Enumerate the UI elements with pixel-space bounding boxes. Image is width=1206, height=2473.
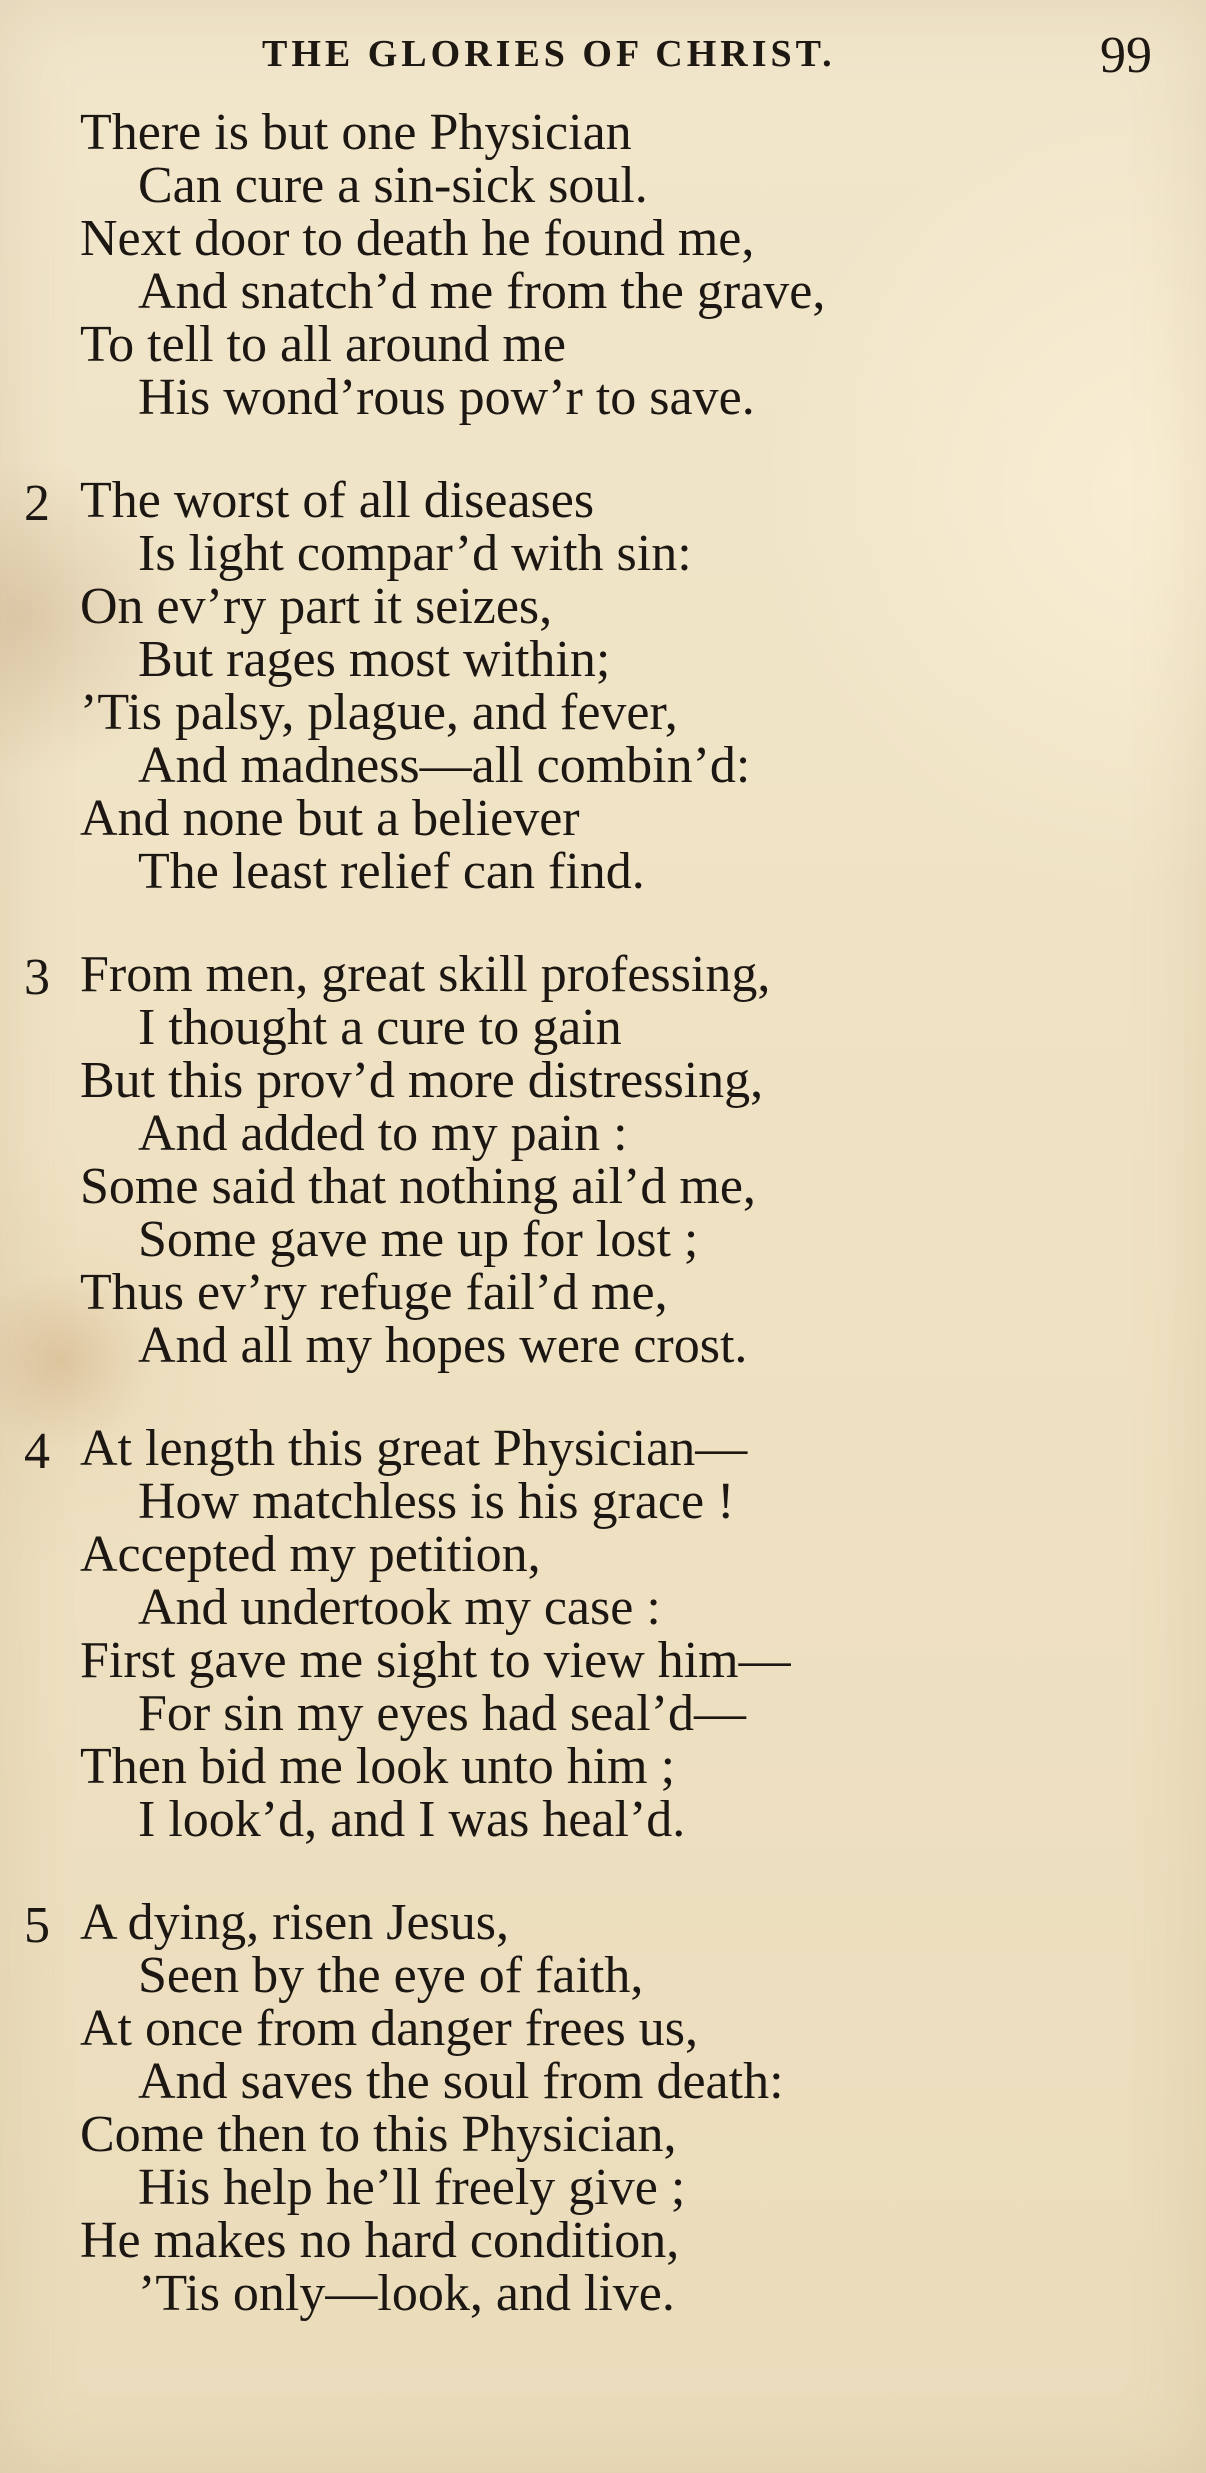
- verse-line: Some said that nothing ail’d me,: [80, 1158, 756, 1215]
- verse-line: How matchless is his grace !: [138, 1473, 735, 1530]
- verse-line: There is but one Physician: [80, 104, 632, 161]
- running-head: [0, 28, 1206, 88]
- hymn-text: [0, 106, 1206, 2370]
- verse-line: But this prov’d more distressing,: [80, 1052, 764, 1109]
- verse-number: 3: [24, 949, 50, 1006]
- verse-line: Thus ev’ry refuge fail’d me,: [80, 1264, 668, 1321]
- page-number: 99: [1100, 27, 1152, 84]
- verse-number: 5: [24, 1897, 50, 1954]
- verse-line: Seen by the eye of faith,: [138, 1947, 644, 2004]
- verse-line: Then bid me look unto him ;: [80, 1738, 676, 1795]
- verse-line: And madness—all combin’d:: [138, 737, 751, 794]
- verse-number: 4: [24, 1423, 50, 1480]
- verse-line: Is light compar’d with sin:: [138, 525, 692, 582]
- verse-line: The worst of all diseases: [80, 472, 595, 529]
- verse-line: I look’d, and I was heal’d.: [138, 1791, 686, 1848]
- verse-line: From men, great skill professing,: [80, 946, 771, 1003]
- verse-line: And saves the soul from death:: [138, 2053, 784, 2110]
- verse-line: On ev’ry part it seizes,: [80, 578, 553, 635]
- verse-4: [0, 1422, 1206, 1846]
- verse-line: His wond’rous pow’r to save.: [138, 369, 755, 426]
- verse-line: At length this great Physician—: [80, 1420, 748, 1477]
- verse-line: Can cure a sin-sick soul.: [138, 157, 648, 214]
- page-header-title: THE GLORIES OF CHRIST.: [262, 33, 836, 75]
- verse-1: [0, 106, 1206, 424]
- verse-line: And snatch’d me from the grave,: [138, 263, 826, 320]
- verse-line: He makes no hard condition,: [80, 2212, 680, 2269]
- verse-line: At once from danger frees us,: [80, 2000, 698, 2057]
- verse-line: Accepted my petition,: [80, 1526, 541, 1583]
- verse-3: [0, 948, 1206, 1372]
- verse-line: The least relief can find.: [138, 843, 645, 900]
- verse-line: Some gave me up for lost ;: [138, 1211, 699, 1268]
- verse-5: [0, 1896, 1206, 2320]
- verse-line: His help he’ll freely give ;: [138, 2159, 686, 2216]
- verse-line: For sin my eyes had seal’d—: [138, 1685, 747, 1742]
- verse-line: And added to my pain :: [138, 1105, 628, 1162]
- verse-line: But rages most within;: [138, 631, 611, 688]
- verse-2: [0, 474, 1206, 898]
- verse-line: Next door to death he found me,: [80, 210, 755, 267]
- verse-line: Come then to this Physician,: [80, 2106, 677, 2163]
- verse-line: And all my hopes were crost.: [138, 1317, 748, 1374]
- verse-line: First gave me sight to view him—: [80, 1632, 791, 1689]
- verse-line: ’Tis palsy, plague, and fever,: [80, 684, 678, 741]
- verse-line: I thought a cure to gain: [138, 999, 622, 1056]
- verse-line: A dying, risen Jesus,: [80, 1894, 509, 1951]
- verse-line: To tell to all around me: [80, 316, 566, 373]
- verse-line: ’Tis only—look, and live.: [138, 2265, 675, 2322]
- verse-line: And none but a believer: [80, 790, 580, 847]
- verse-number: 2: [24, 475, 50, 532]
- verse-line: And undertook my case :: [138, 1579, 661, 1636]
